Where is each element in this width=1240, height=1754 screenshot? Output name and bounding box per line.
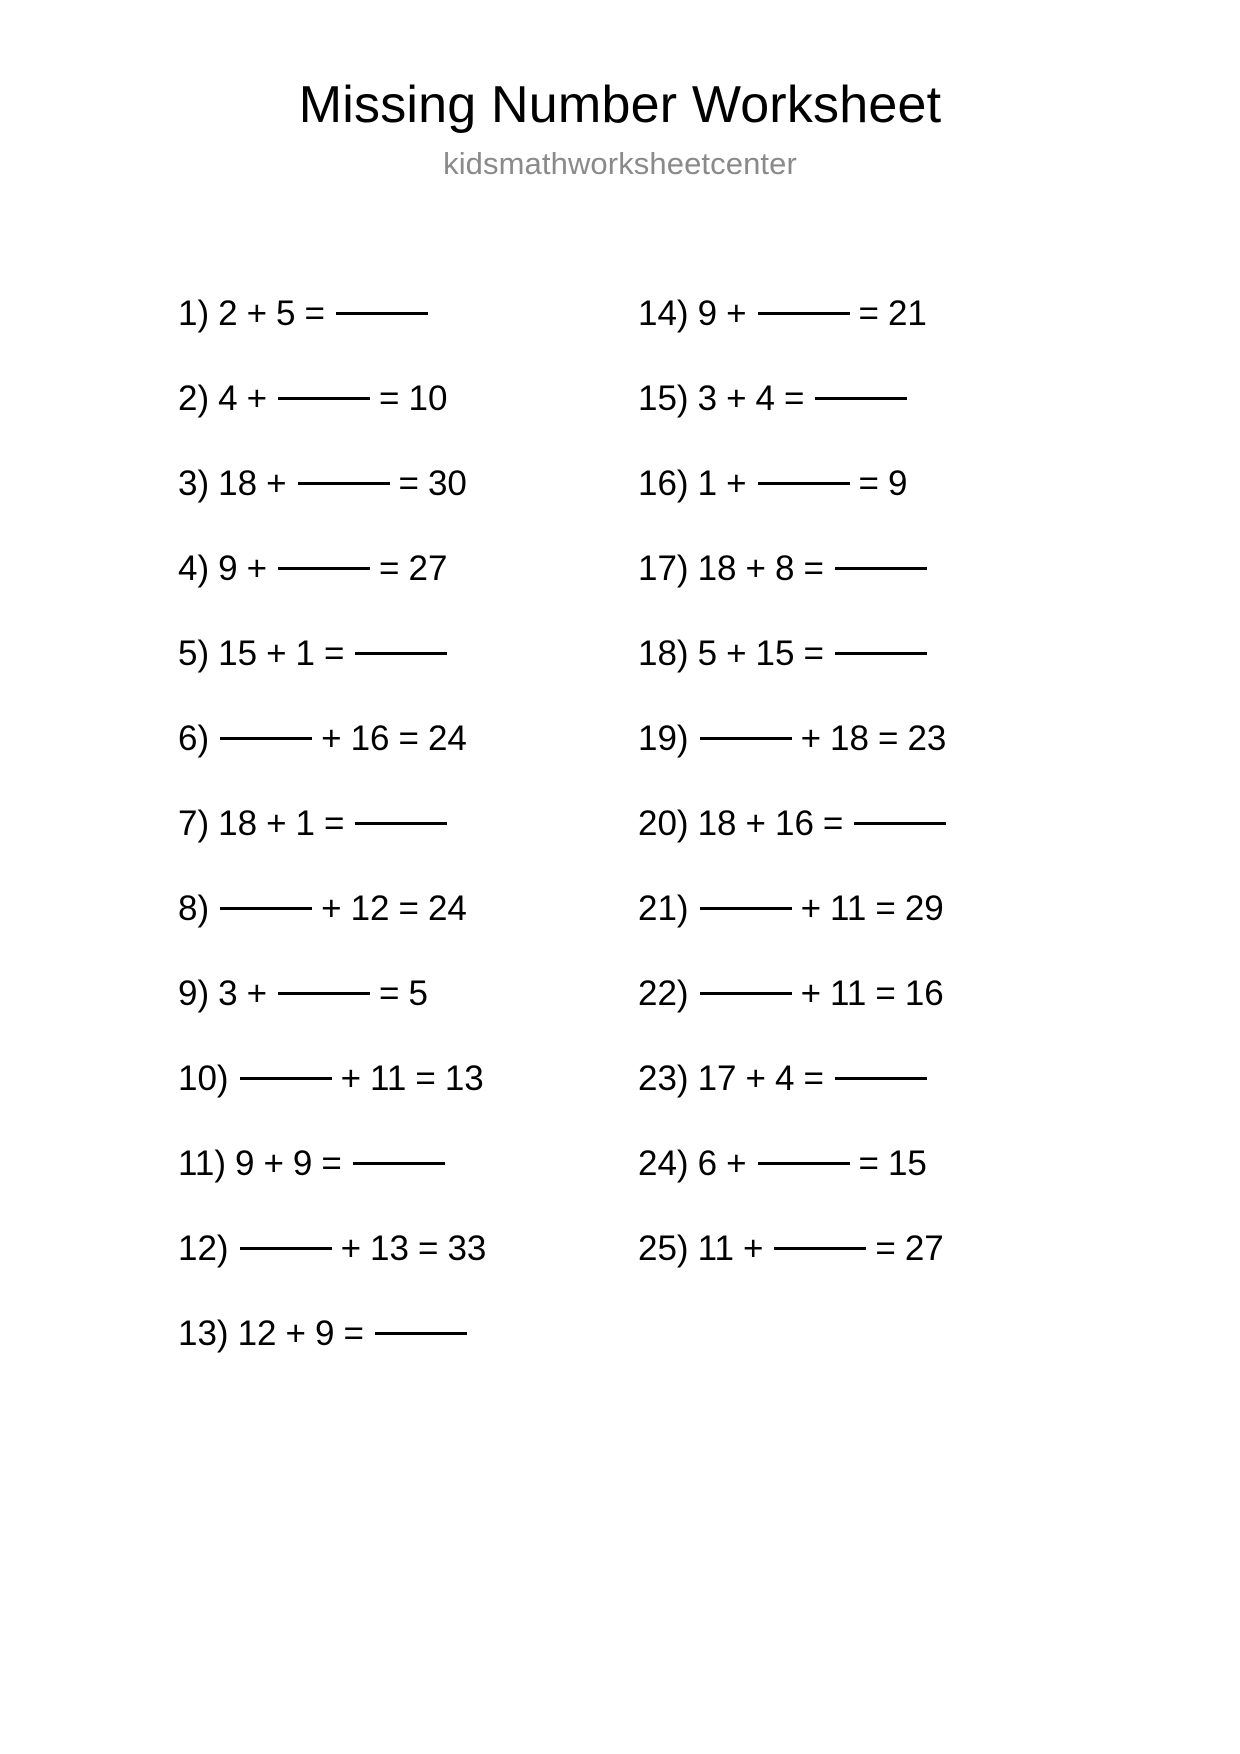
answer-blank[interactable] (278, 397, 370, 400)
operator-plus: + (266, 634, 287, 673)
answer-blank[interactable] (700, 992, 792, 995)
problem-row (638, 806, 1108, 891)
answer-blank[interactable] (835, 567, 927, 570)
answer-blank[interactable] (700, 737, 792, 740)
problem-number: 8) (178, 889, 210, 928)
problem-number: 16) (638, 464, 689, 503)
operand-a: 9 (697, 294, 718, 333)
operator-plus: + (726, 1144, 747, 1183)
answer-blank[interactable] (278, 992, 370, 995)
problem-row (638, 976, 1108, 1061)
operand-b: 11 (830, 889, 867, 928)
operand-a: 18 (218, 464, 258, 503)
problem-row (178, 381, 638, 466)
operator-plus: + (246, 379, 268, 418)
answer-blank[interactable] (355, 652, 447, 655)
result-value: 27 (408, 549, 448, 588)
operator-equals: = (783, 379, 805, 418)
answer-blank[interactable] (336, 312, 428, 315)
operand-b: 1 (295, 634, 315, 673)
problem-row (178, 636, 638, 721)
operator-equals: = (417, 1229, 439, 1268)
problem-row (178, 466, 638, 551)
operand-a: 1 (697, 464, 718, 503)
problem-number: 22) (638, 974, 689, 1013)
operand-a: 15 (218, 634, 258, 673)
problem-number: 17) (638, 549, 689, 588)
operand-b: 4 (774, 1059, 795, 1098)
operator-plus: + (340, 1059, 362, 1098)
problem-row (178, 806, 638, 891)
result-value: 13 (444, 1059, 484, 1098)
operand-b: 1 (295, 804, 315, 843)
operator-equals: = (398, 464, 419, 503)
operator-plus: + (246, 294, 268, 333)
operator-plus: + (800, 889, 822, 928)
operator-equals: = (323, 634, 345, 673)
answer-blank[interactable] (220, 737, 312, 740)
problem-number: 20) (638, 804, 689, 843)
problem-number: 11) (178, 1144, 226, 1183)
result-value: 15 (887, 1144, 927, 1183)
operand-b: 9 (292, 1144, 313, 1183)
problem-number: 4) (178, 549, 210, 588)
operator-plus: + (246, 549, 268, 588)
problem-number: 10) (178, 1059, 229, 1098)
operator-equals: = (858, 1144, 879, 1183)
operator-plus: + (726, 464, 747, 503)
problem-number: 14) (638, 294, 689, 333)
problem-number: 3) (178, 464, 210, 503)
worksheet-source-label: kidsmathworksheetcenter (443, 145, 797, 181)
operand-b: 15 (755, 634, 795, 673)
problem-row (638, 551, 1108, 636)
problem-row (638, 1061, 1108, 1146)
operand-a: 6 (697, 1144, 718, 1183)
operator-plus: + (745, 549, 766, 588)
result-value: 27 (904, 1229, 944, 1268)
operand-a: 11 (697, 1229, 734, 1268)
operator-equals: = (379, 379, 400, 418)
answer-blank[interactable] (758, 312, 850, 315)
right-column (638, 296, 1108, 1401)
operator-equals: = (323, 804, 345, 843)
answer-blank[interactable] (240, 1077, 332, 1080)
problem-row (178, 891, 638, 976)
operator-plus: + (742, 1229, 764, 1268)
result-value: 33 (447, 1229, 487, 1268)
operator-plus: + (726, 634, 747, 673)
problem-row (638, 1146, 1108, 1231)
operand-b: 11 (830, 974, 867, 1013)
result-value: 10 (408, 379, 448, 418)
problem-number: 7) (178, 804, 210, 843)
answer-blank[interactable] (758, 482, 850, 485)
operator-equals: = (379, 974, 400, 1013)
operator-equals: = (343, 1314, 364, 1353)
problem-number: 9) (178, 974, 210, 1013)
operator-plus: + (263, 1144, 284, 1183)
operator-plus: + (340, 1229, 362, 1268)
answer-blank[interactable] (355, 822, 447, 825)
operand-b: 13 (370, 1229, 409, 1268)
operand-a: 5 (697, 634, 718, 673)
answer-blank[interactable] (815, 397, 907, 400)
operand-b: 4 (755, 379, 775, 418)
problem-row (178, 551, 638, 636)
problem-number: 1) (178, 294, 210, 333)
operator-equals: = (858, 464, 879, 503)
problem-row (178, 1146, 638, 1231)
answer-blank[interactable] (220, 907, 312, 910)
problem-row (178, 296, 638, 381)
operand-a: 17 (697, 1059, 737, 1098)
operator-equals: = (304, 294, 325, 333)
problem-number: 15) (638, 379, 689, 418)
operand-a: 18 (697, 804, 737, 843)
operator-plus: + (266, 804, 287, 843)
answer-blank[interactable] (240, 1247, 332, 1250)
problem-number: 18) (638, 634, 689, 673)
problem-number: 12) (178, 1229, 229, 1268)
problem-row (638, 296, 1108, 381)
operator-plus: + (321, 719, 342, 758)
worksheet-header (0, 0, 1240, 181)
problem-row (638, 381, 1108, 466)
answer-blank[interactable] (758, 1162, 850, 1165)
operator-plus: + (246, 974, 268, 1013)
operator-equals: = (398, 719, 419, 758)
problem-row (178, 1316, 638, 1401)
problem-number: 13) (178, 1314, 229, 1353)
result-value: 5 (408, 974, 428, 1013)
problem-row (178, 1061, 638, 1146)
problem-row (638, 466, 1108, 551)
problem-number: 21) (638, 889, 689, 928)
operator-equals: = (858, 294, 879, 333)
operator-equals: = (875, 1229, 896, 1268)
page-title: Missing Number Worksheet (298, 76, 942, 134)
answer-blank[interactable] (353, 1162, 445, 1165)
answer-blank[interactable] (835, 652, 927, 655)
operand-b: 16 (774, 804, 814, 843)
problem-grid (0, 296, 1240, 1401)
result-value: 29 (904, 889, 944, 928)
operator-plus: + (266, 464, 287, 503)
operand-a: 2 (218, 294, 238, 333)
problem-row (638, 721, 1108, 806)
operator-plus: + (321, 889, 342, 928)
problem-number: 23) (638, 1059, 689, 1098)
operand-a: 9 (235, 1144, 255, 1183)
operand-a: 3 (697, 379, 718, 418)
operator-equals: = (875, 889, 896, 928)
problem-number: 6) (178, 719, 210, 758)
answer-blank[interactable] (774, 1247, 866, 1250)
result-value: 9 (887, 464, 908, 503)
operator-equals: = (803, 1059, 824, 1098)
operand-b: 8 (774, 549, 795, 588)
problem-number: 5) (178, 634, 210, 673)
answer-blank[interactable] (854, 822, 946, 825)
answer-blank[interactable] (375, 1332, 467, 1335)
problem-row (638, 1231, 1108, 1316)
operand-b: 11 (370, 1059, 407, 1098)
operator-plus: + (726, 379, 747, 418)
problem-number: 24) (638, 1144, 689, 1183)
operator-equals: = (822, 804, 844, 843)
answer-blank[interactable] (835, 1077, 927, 1080)
problem-row (638, 636, 1108, 721)
problem-row (638, 891, 1108, 976)
operand-b: 9 (314, 1314, 335, 1353)
result-value: 24 (427, 889, 467, 928)
operator-plus: + (800, 974, 822, 1013)
problem-row (178, 1231, 638, 1316)
result-value: 16 (904, 974, 944, 1013)
answer-blank[interactable] (298, 482, 390, 485)
left-column (178, 296, 638, 1401)
operand-a: 18 (697, 549, 737, 588)
operator-equals: = (877, 719, 899, 758)
result-value: 30 (427, 464, 467, 503)
problem-row (178, 721, 638, 806)
answer-blank[interactable] (700, 907, 792, 910)
result-value: 24 (427, 719, 467, 758)
operand-b: 16 (350, 719, 390, 758)
operand-a: 18 (218, 804, 258, 843)
operator-equals: = (321, 1144, 342, 1183)
operand-a: 3 (218, 974, 238, 1013)
operand-b: 12 (350, 889, 390, 928)
operand-a: 12 (237, 1314, 277, 1353)
result-value: 21 (887, 294, 927, 333)
operator-equals: = (803, 634, 824, 673)
operator-equals: = (398, 889, 419, 928)
operator-plus: + (726, 294, 747, 333)
operator-equals: = (803, 549, 824, 588)
operator-equals: = (415, 1059, 436, 1098)
operand-a: 4 (218, 379, 238, 418)
problem-number: 19) (638, 719, 689, 758)
operator-plus: + (745, 1059, 766, 1098)
operand-b: 5 (276, 294, 296, 333)
operator-equals: = (875, 974, 896, 1013)
problem-number: 25) (638, 1229, 689, 1268)
operator-plus: + (745, 804, 766, 843)
operand-b: 18 (830, 719, 869, 758)
result-value: 23 (907, 719, 947, 758)
problem-number: 2) (178, 379, 210, 418)
answer-blank[interactable] (278, 567, 370, 570)
operand-a: 9 (218, 549, 238, 588)
problem-row (178, 976, 638, 1061)
operator-plus: + (285, 1314, 306, 1353)
operator-plus: + (800, 719, 822, 758)
operator-equals: = (379, 549, 400, 588)
